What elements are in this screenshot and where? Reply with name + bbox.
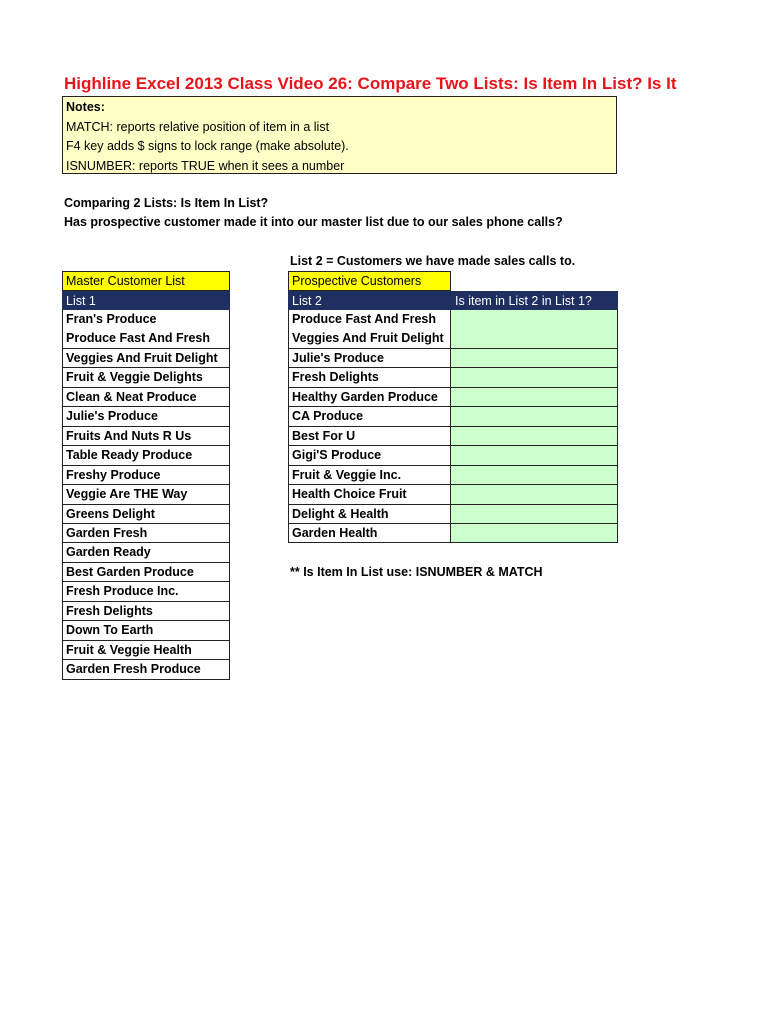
prospective-list-cell[interactable]: Julie's Produce	[288, 349, 451, 369]
page-title: Highline Excel 2013 Class Video 26: Compare Two Lists: Is Item In List? Is It	[64, 74, 677, 93]
prospective-list-cell[interactable]: Produce Fast And Fresh	[288, 310, 451, 330]
master-list-cell[interactable]: Produce Fast And Fresh	[62, 329, 230, 349]
result-cell[interactable]	[451, 427, 618, 447]
prospective-list-cell[interactable]: Veggies And Fruit Delight	[288, 329, 451, 349]
master-list-cell[interactable]: Down To Earth	[62, 621, 230, 641]
result-cell[interactable]	[451, 349, 618, 369]
prospective-list-cell[interactable]: Garden Health	[288, 524, 451, 544]
master-list-cell[interactable]: Fruit & Veggie Health	[62, 641, 230, 661]
master-list-cell[interactable]: Veggie Are THE Way	[62, 485, 230, 505]
master-list-cell[interactable]: Fruits And Nuts R Us	[62, 427, 230, 447]
list2-caption: List 2 = Customers we have made sales calls to.	[290, 254, 576, 268]
prospective-list-cell[interactable]: Best For U	[288, 427, 451, 447]
result-cell[interactable]	[451, 310, 618, 330]
result-cell[interactable]	[451, 368, 618, 388]
notes-line-isnumber: ISNUMBER: reports TRUE when it sees a number	[66, 158, 345, 173]
master-list-cell[interactable]: Greens Delight	[62, 505, 230, 525]
master-list-cell[interactable]: Julie's Produce	[62, 407, 230, 427]
result-cell[interactable]	[451, 329, 618, 349]
master-list-cell[interactable]: Fruit & Veggie Delights	[62, 368, 230, 388]
prospective-list-cell[interactable]: Healthy Garden Produce	[288, 388, 451, 408]
prospective-list-cell[interactable]: CA Produce	[288, 407, 451, 427]
notes-heading: Notes:	[66, 100, 105, 114]
notes-box	[62, 96, 617, 174]
result-cell[interactable]	[451, 407, 618, 427]
notes-line-match: MATCH: reports relative position of item in a list	[66, 119, 330, 134]
master-list-cell[interactable]: Best Garden Produce	[62, 563, 230, 583]
prospective-list-cell[interactable]: Fruit & Veggie Inc.	[288, 466, 451, 486]
footnote: ** Is Item In List use: ISNUMBER & MATCH	[290, 565, 543, 579]
result-cell[interactable]	[451, 485, 618, 505]
master-list-cell[interactable]: Garden Ready	[62, 543, 230, 563]
master-list-column-header[interactable]: List 1	[62, 291, 230, 311]
master-list-cell[interactable]: Freshy Produce	[62, 466, 230, 486]
result-cell[interactable]	[451, 446, 618, 466]
master-list-cell[interactable]: Table Ready Produce	[62, 446, 230, 466]
prospective-list-column-header[interactable]: List 2	[288, 291, 451, 311]
master-list-cell[interactable]: Garden Fresh Produce	[62, 660, 230, 680]
master-list-cell[interactable]: Veggies And Fruit Delight	[62, 349, 230, 369]
master-list-cell[interactable]: Fresh Delights	[62, 602, 230, 622]
master-list-header[interactable]: Master Customer List	[62, 271, 230, 291]
result-cell[interactable]	[451, 466, 618, 486]
prospective-list-cell[interactable]: Health Choice Fruit	[288, 485, 451, 505]
result-column-header[interactable]: Is item in List 2 in List 1?	[451, 291, 618, 311]
notes-line-f4: F4 key adds $ signs to lock range (make absolute).	[66, 139, 349, 153]
intro-line-1: Comparing 2 Lists: Is Item In List?	[64, 196, 269, 210]
prospective-list-header[interactable]: Prospective Customers	[288, 271, 451, 291]
result-cell[interactable]	[451, 388, 618, 408]
result-cell[interactable]	[451, 524, 618, 544]
master-list-cell[interactable]: Fresh Produce Inc.	[62, 582, 230, 602]
master-list-cell[interactable]: Clean & Neat Produce	[62, 388, 230, 408]
master-list-cell[interactable]: Fran's Produce	[62, 310, 230, 330]
prospective-list-cell[interactable]: Fresh Delights	[288, 368, 451, 388]
intro-line-2: Has prospective customer made it into our master list due to our sales phone calls?	[64, 215, 563, 229]
prospective-list-cell[interactable]: Delight & Health	[288, 505, 451, 525]
result-cell[interactable]	[451, 505, 618, 525]
master-list-cell[interactable]: Garden Fresh	[62, 524, 230, 544]
prospective-list-cell[interactable]: Gigi'S Produce	[288, 446, 451, 466]
